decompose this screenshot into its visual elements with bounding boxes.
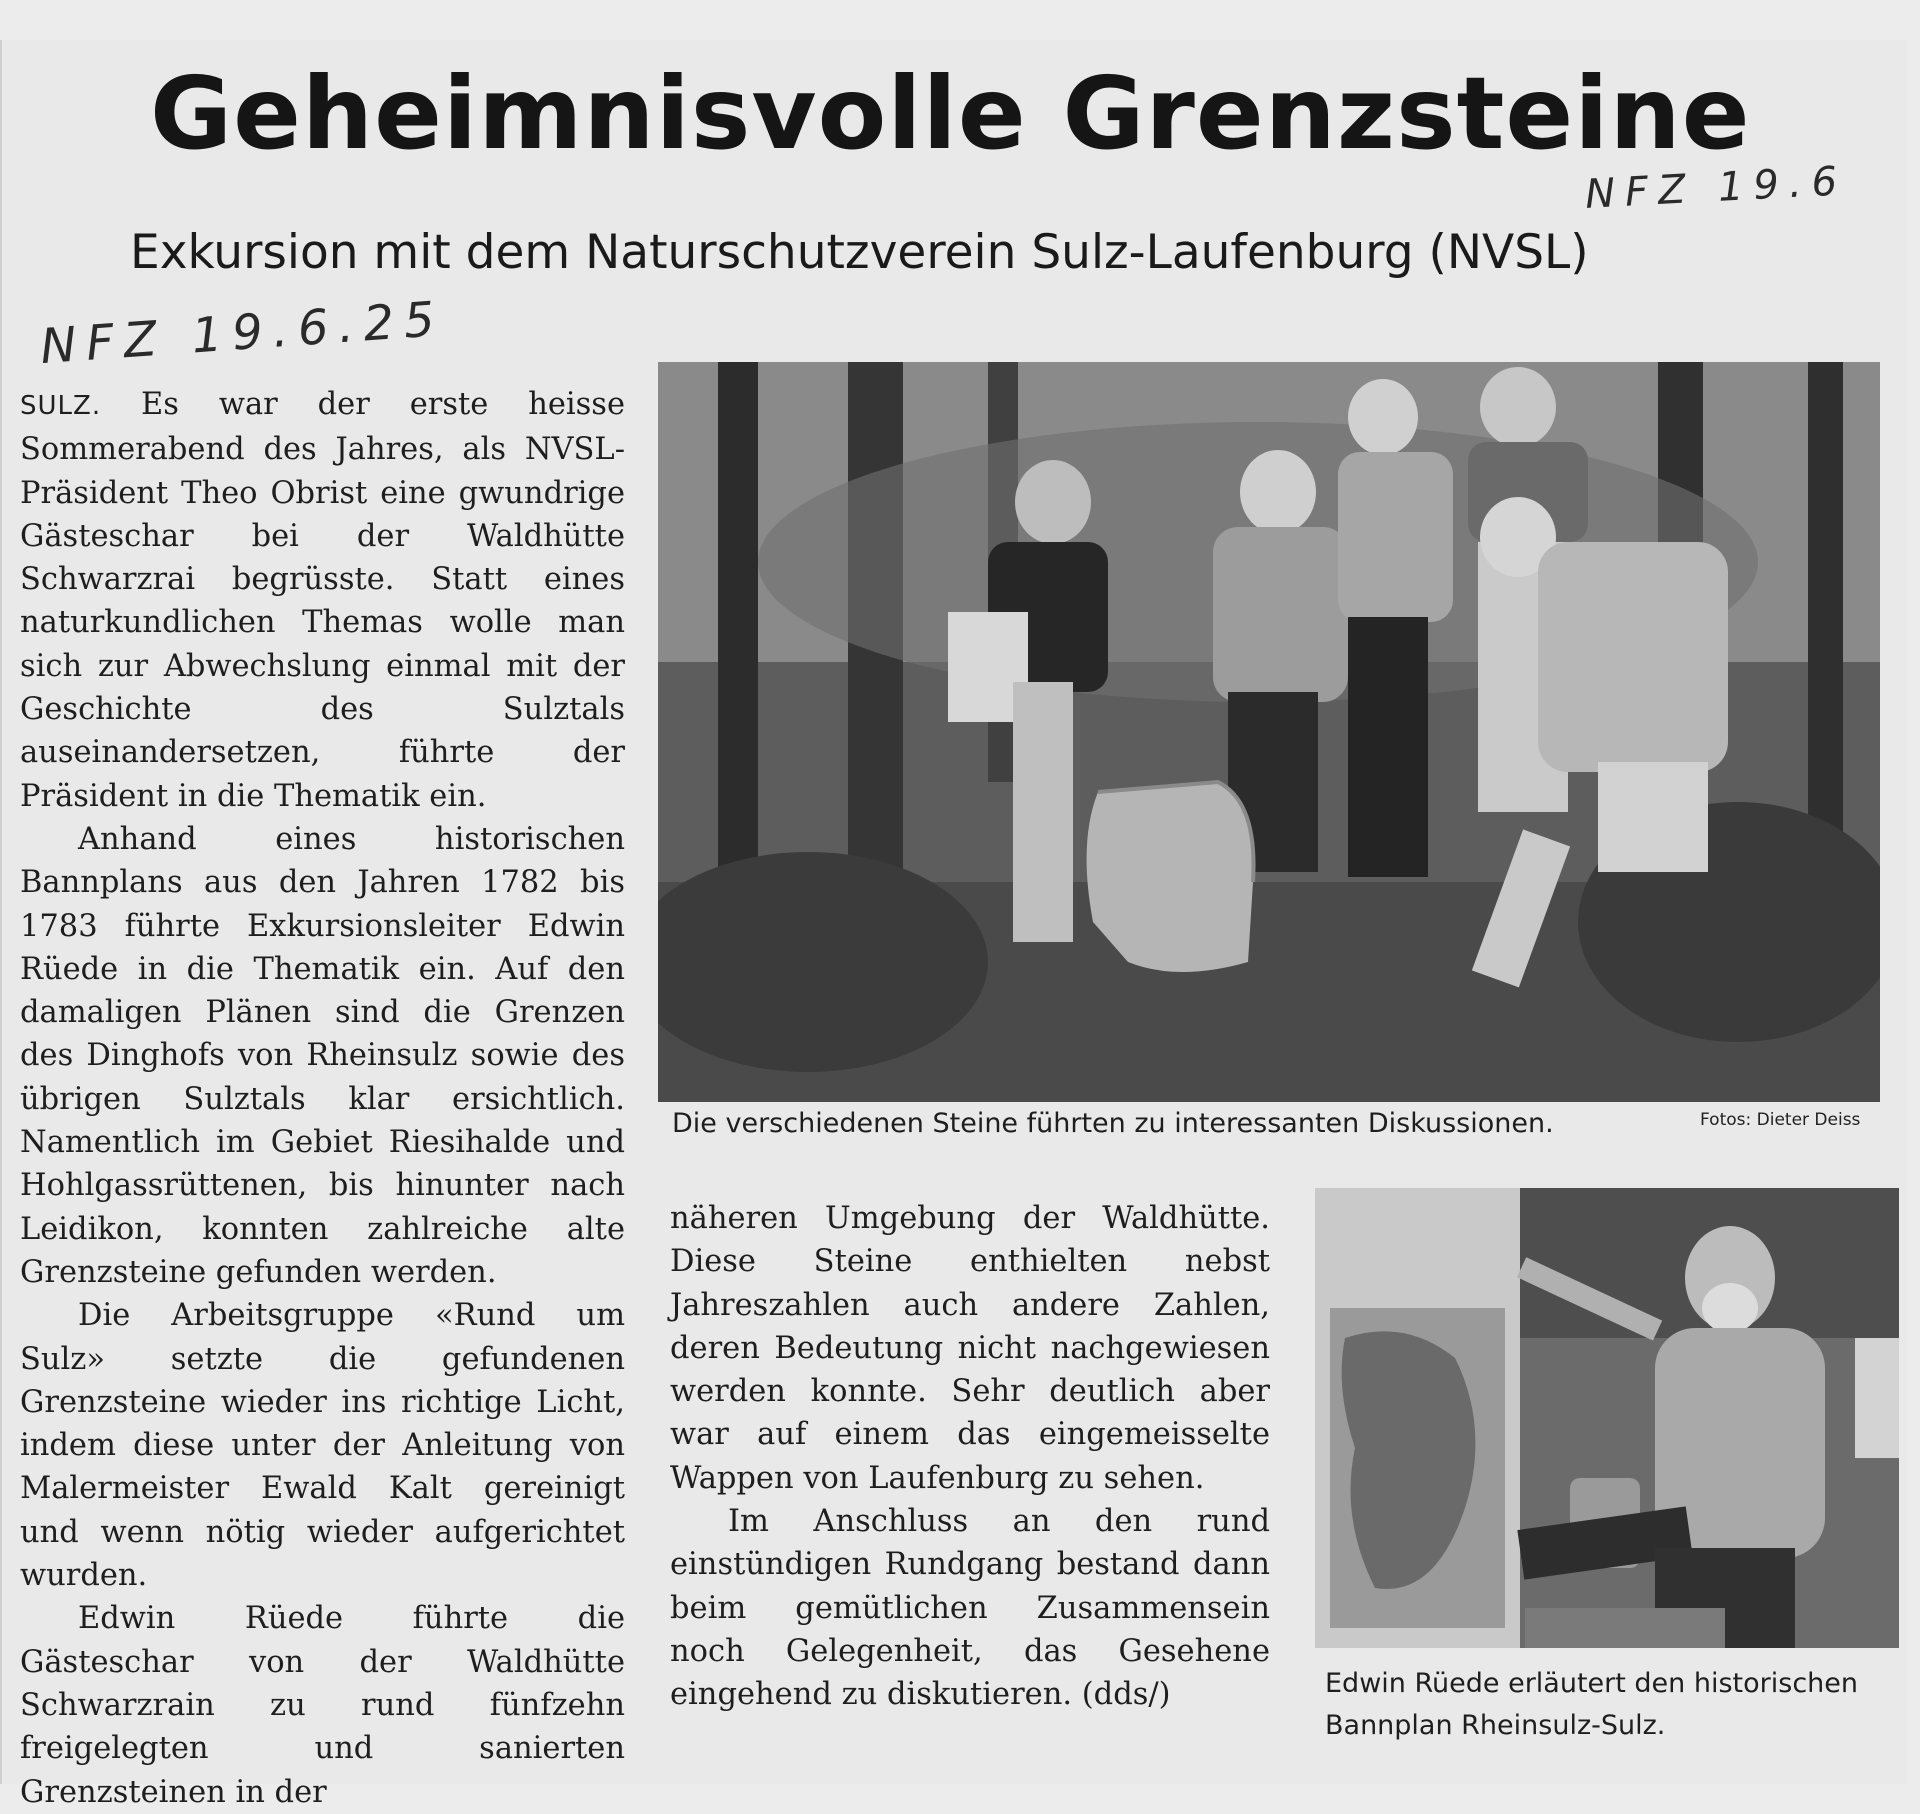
photo-bannplan-image	[1315, 1188, 1899, 1648]
handwritten-note-right: NFZ 19.6	[1583, 158, 1849, 218]
article-column-middle	[670, 1197, 1270, 1717]
handwritten-note-left: NFZ 19.6.25	[38, 290, 447, 376]
photo-credit: Fotos: Dieter Deiss	[1700, 1110, 1861, 1130]
paragraph-2: Anhand eines historischen Bannplans aus den Jahren 1782 bis 1783 führte Exkursionsleiter Edwin Rüede in die Thematik ein. Auf den damaligen Plänen sind die Grenzen des Dinghofs von Rheinsulz sowie des übrigen Sulztals klar ersichtlich. Namentlich im Gebiet Riesihalde und Hohlgassrüttenen, bis hinunter nach Leidikon, konnten zahlreiche alte Grenzsteine gefunden werden.	[20, 821, 625, 1290]
dateline: SULZ.	[20, 391, 102, 421]
small-photo-caption: Edwin Rüede erläutert den historischen Bannplan Rheinsulz-Sulz.	[1325, 1668, 1858, 1741]
photo-bannplan	[1315, 1188, 1899, 1648]
photo-forest-group	[658, 362, 1880, 1102]
paragraph-5: näheren Umgebung der Waldhütte. Diese Steine enthielten nebst Jahreszahlen auch andere Zahlen, deren Bedeutung nicht nachgewiesen werden konnte. Sehr deutlich aber war auf einem das eingemeisselte Wappen von Laufenburg zu sehen.	[670, 1201, 1270, 1496]
paragraph-1	[20, 383, 625, 818]
photo-forest-group-image	[658, 362, 1880, 1102]
paragraph-4: Edwin Rüede führte die Gästeschar von der Waldhütte Schwarzrain zu rund fünfzehn freigelegten und sanierten Grenzsteinen in der	[20, 1601, 625, 1810]
headline: Geheimnisvolle Grenzsteine	[150, 55, 1751, 172]
main-photo-caption: Die verschiedenen Steine führten zu interessanten Diskussionen.	[672, 1108, 1554, 1139]
subheadline: Exkursion mit dem Naturschutzverein Sulz-Laufenburg (NVSL)	[130, 225, 1589, 280]
paragraph-3: Die Arbeitsgruppe «Rund um Sulz» setzte die gefundenen Grenzsteine wieder ins richtige Licht, indem diese unter der Anleitung von Malermeister Ewald Kalt gereinigt und wenn nötig wieder aufgerichtet wurden.	[20, 1298, 625, 1594]
article-column-left	[20, 383, 625, 1814]
paragraph-6: Im Anschluss an den rund einstündigen Rundgang bestand dann beim gemütlichen Zusammensein noch Gelegenheit, das Gesehene eingehend zu diskutieren. (dds/)	[670, 1504, 1270, 1713]
paragraph-1-text: Es war der erste heisse Sommerabend des Jahres, als NVSL-Präsident Theo Obrist eine gwundrige Gästeschar bei der Waldhütte Schwarzrai begrüsste. Statt eines naturkundlichen Themas wolle man sich zur Abwechslung einmal mit der Geschichte des Sulztals auseinandersetzen, führte der Präsident in die Thematik ein.	[20, 387, 625, 814]
